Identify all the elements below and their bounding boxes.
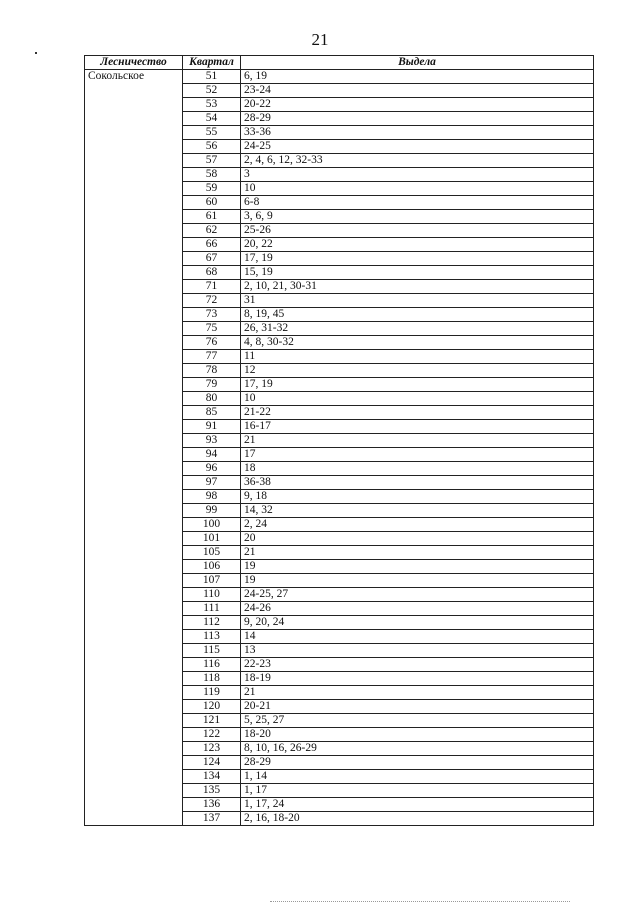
quarter-cell: 66	[183, 238, 241, 252]
header-quarter: Квартал	[183, 56, 241, 70]
quarter-cell: 115	[183, 644, 241, 658]
plots-cell: 8, 19, 45	[241, 308, 594, 322]
plots-cell: 20, 22	[241, 238, 594, 252]
quarter-cell: 118	[183, 672, 241, 686]
quarter-cell: 123	[183, 742, 241, 756]
quarter-cell: 91	[183, 420, 241, 434]
plots-cell: 15, 19	[241, 266, 594, 280]
quarter-cell: 113	[183, 630, 241, 644]
quarter-cell: 99	[183, 504, 241, 518]
plots-cell: 14	[241, 630, 594, 644]
quarter-cell: 101	[183, 532, 241, 546]
quarter-cell: 122	[183, 728, 241, 742]
plots-cell: 19	[241, 560, 594, 574]
quarter-cell: 56	[183, 140, 241, 154]
plots-cell: 1, 14	[241, 770, 594, 784]
quarter-cell: 73	[183, 308, 241, 322]
table-header-row	[85, 56, 594, 70]
header-forestry: Лесничество	[85, 56, 183, 70]
plots-cell: 13	[241, 644, 594, 658]
forestry-name-cell: Сокольское	[85, 70, 183, 826]
plots-cell: 14, 32	[241, 504, 594, 518]
plots-cell: 33-36	[241, 126, 594, 140]
quarter-cell: 58	[183, 168, 241, 182]
quarter-cell: 106	[183, 560, 241, 574]
scan-artifact-dot	[35, 52, 37, 54]
quarter-cell: 76	[183, 336, 241, 350]
quarter-cell: 71	[183, 280, 241, 294]
plots-cell: 18-20	[241, 728, 594, 742]
quarter-cell: 100	[183, 518, 241, 532]
header-plots: Выдела	[241, 56, 594, 70]
plots-cell: 25-26	[241, 224, 594, 238]
plots-cell: 11	[241, 350, 594, 364]
quarter-cell: 112	[183, 616, 241, 630]
plots-cell: 18-19	[241, 672, 594, 686]
plots-cell: 5, 25, 27	[241, 714, 594, 728]
quarter-cell: 134	[183, 770, 241, 784]
plots-cell: 28-29	[241, 756, 594, 770]
page-number: 21	[311, 30, 329, 49]
plots-cell: 24-25	[241, 140, 594, 154]
quarter-cell: 59	[183, 182, 241, 196]
quarter-cell: 75	[183, 322, 241, 336]
quarter-cell: 120	[183, 700, 241, 714]
quarter-cell: 79	[183, 378, 241, 392]
quarter-cell: 137	[183, 812, 241, 826]
plots-cell: 20-21	[241, 700, 594, 714]
quarter-cell: 68	[183, 266, 241, 280]
plots-cell: 9, 18	[241, 490, 594, 504]
plots-cell: 31	[241, 294, 594, 308]
plots-cell: 3	[241, 168, 594, 182]
quarter-cell: 96	[183, 462, 241, 476]
plots-cell: 18	[241, 462, 594, 476]
plots-cell: 17, 19	[241, 378, 594, 392]
quarter-cell: 54	[183, 112, 241, 126]
plots-cell: 4, 8, 30-32	[241, 336, 594, 350]
plots-cell: 10	[241, 182, 594, 196]
plots-cell: 23-24	[241, 84, 594, 98]
quarter-cell: 136	[183, 798, 241, 812]
table-row	[85, 70, 594, 84]
quarter-cell: 80	[183, 392, 241, 406]
quarter-cell: 78	[183, 364, 241, 378]
plots-cell: 17	[241, 448, 594, 462]
plots-cell: 6-8	[241, 196, 594, 210]
plots-cell: 9, 20, 24	[241, 616, 594, 630]
plots-cell: 24-26	[241, 602, 594, 616]
plots-cell: 21	[241, 546, 594, 560]
quarter-cell: 116	[183, 658, 241, 672]
quarter-cell: 98	[183, 490, 241, 504]
plots-cell: 17, 19	[241, 252, 594, 266]
plots-cell: 1, 17	[241, 784, 594, 798]
plots-cell: 1, 17, 24	[241, 798, 594, 812]
plots-cell: 2, 16, 18-20	[241, 812, 594, 826]
quarter-cell: 53	[183, 98, 241, 112]
plots-cell: 21	[241, 686, 594, 700]
plots-cell: 21	[241, 434, 594, 448]
quarter-cell: 51	[183, 70, 241, 84]
plots-cell: 2, 24	[241, 518, 594, 532]
quarter-cell: 111	[183, 602, 241, 616]
plots-cell: 8, 10, 16, 26-29	[241, 742, 594, 756]
table-body	[85, 70, 594, 826]
quarter-cell: 110	[183, 588, 241, 602]
plots-cell: 20-22	[241, 98, 594, 112]
plots-cell: 6, 19	[241, 70, 594, 84]
quarter-cell: 60	[183, 196, 241, 210]
quarter-cell: 77	[183, 350, 241, 364]
plots-cell: 26, 31-32	[241, 322, 594, 336]
plots-cell: 12	[241, 364, 594, 378]
quarter-cell: 85	[183, 406, 241, 420]
plots-cell: 16-17	[241, 420, 594, 434]
quarter-cell: 62	[183, 224, 241, 238]
plots-cell: 24-25, 27	[241, 588, 594, 602]
quarter-cell: 72	[183, 294, 241, 308]
plots-cell: 28-29	[241, 112, 594, 126]
plots-cell: 21-22	[241, 406, 594, 420]
quarter-cell: 52	[183, 84, 241, 98]
quarter-cell: 107	[183, 574, 241, 588]
plots-cell: 19	[241, 574, 594, 588]
quarter-cell: 57	[183, 154, 241, 168]
quarter-cell: 105	[183, 546, 241, 560]
plots-cell: 22-23	[241, 658, 594, 672]
quarter-cell: 124	[183, 756, 241, 770]
quarter-cell: 93	[183, 434, 241, 448]
quarter-cell: 121	[183, 714, 241, 728]
scan-footer-dots	[270, 901, 570, 903]
quarter-cell: 97	[183, 476, 241, 490]
forestry-plots-table	[84, 55, 594, 826]
quarter-cell: 61	[183, 210, 241, 224]
quarter-cell: 67	[183, 252, 241, 266]
quarter-cell: 135	[183, 784, 241, 798]
quarter-cell: 119	[183, 686, 241, 700]
plots-cell: 2, 4, 6, 12, 32-33	[241, 154, 594, 168]
plots-cell: 10	[241, 392, 594, 406]
plots-cell: 36-38	[241, 476, 594, 490]
plots-cell: 3, 6, 9	[241, 210, 594, 224]
quarter-cell: 94	[183, 448, 241, 462]
plots-cell: 20	[241, 532, 594, 546]
quarter-cell: 55	[183, 126, 241, 140]
plots-cell: 2, 10, 21, 30-31	[241, 280, 594, 294]
